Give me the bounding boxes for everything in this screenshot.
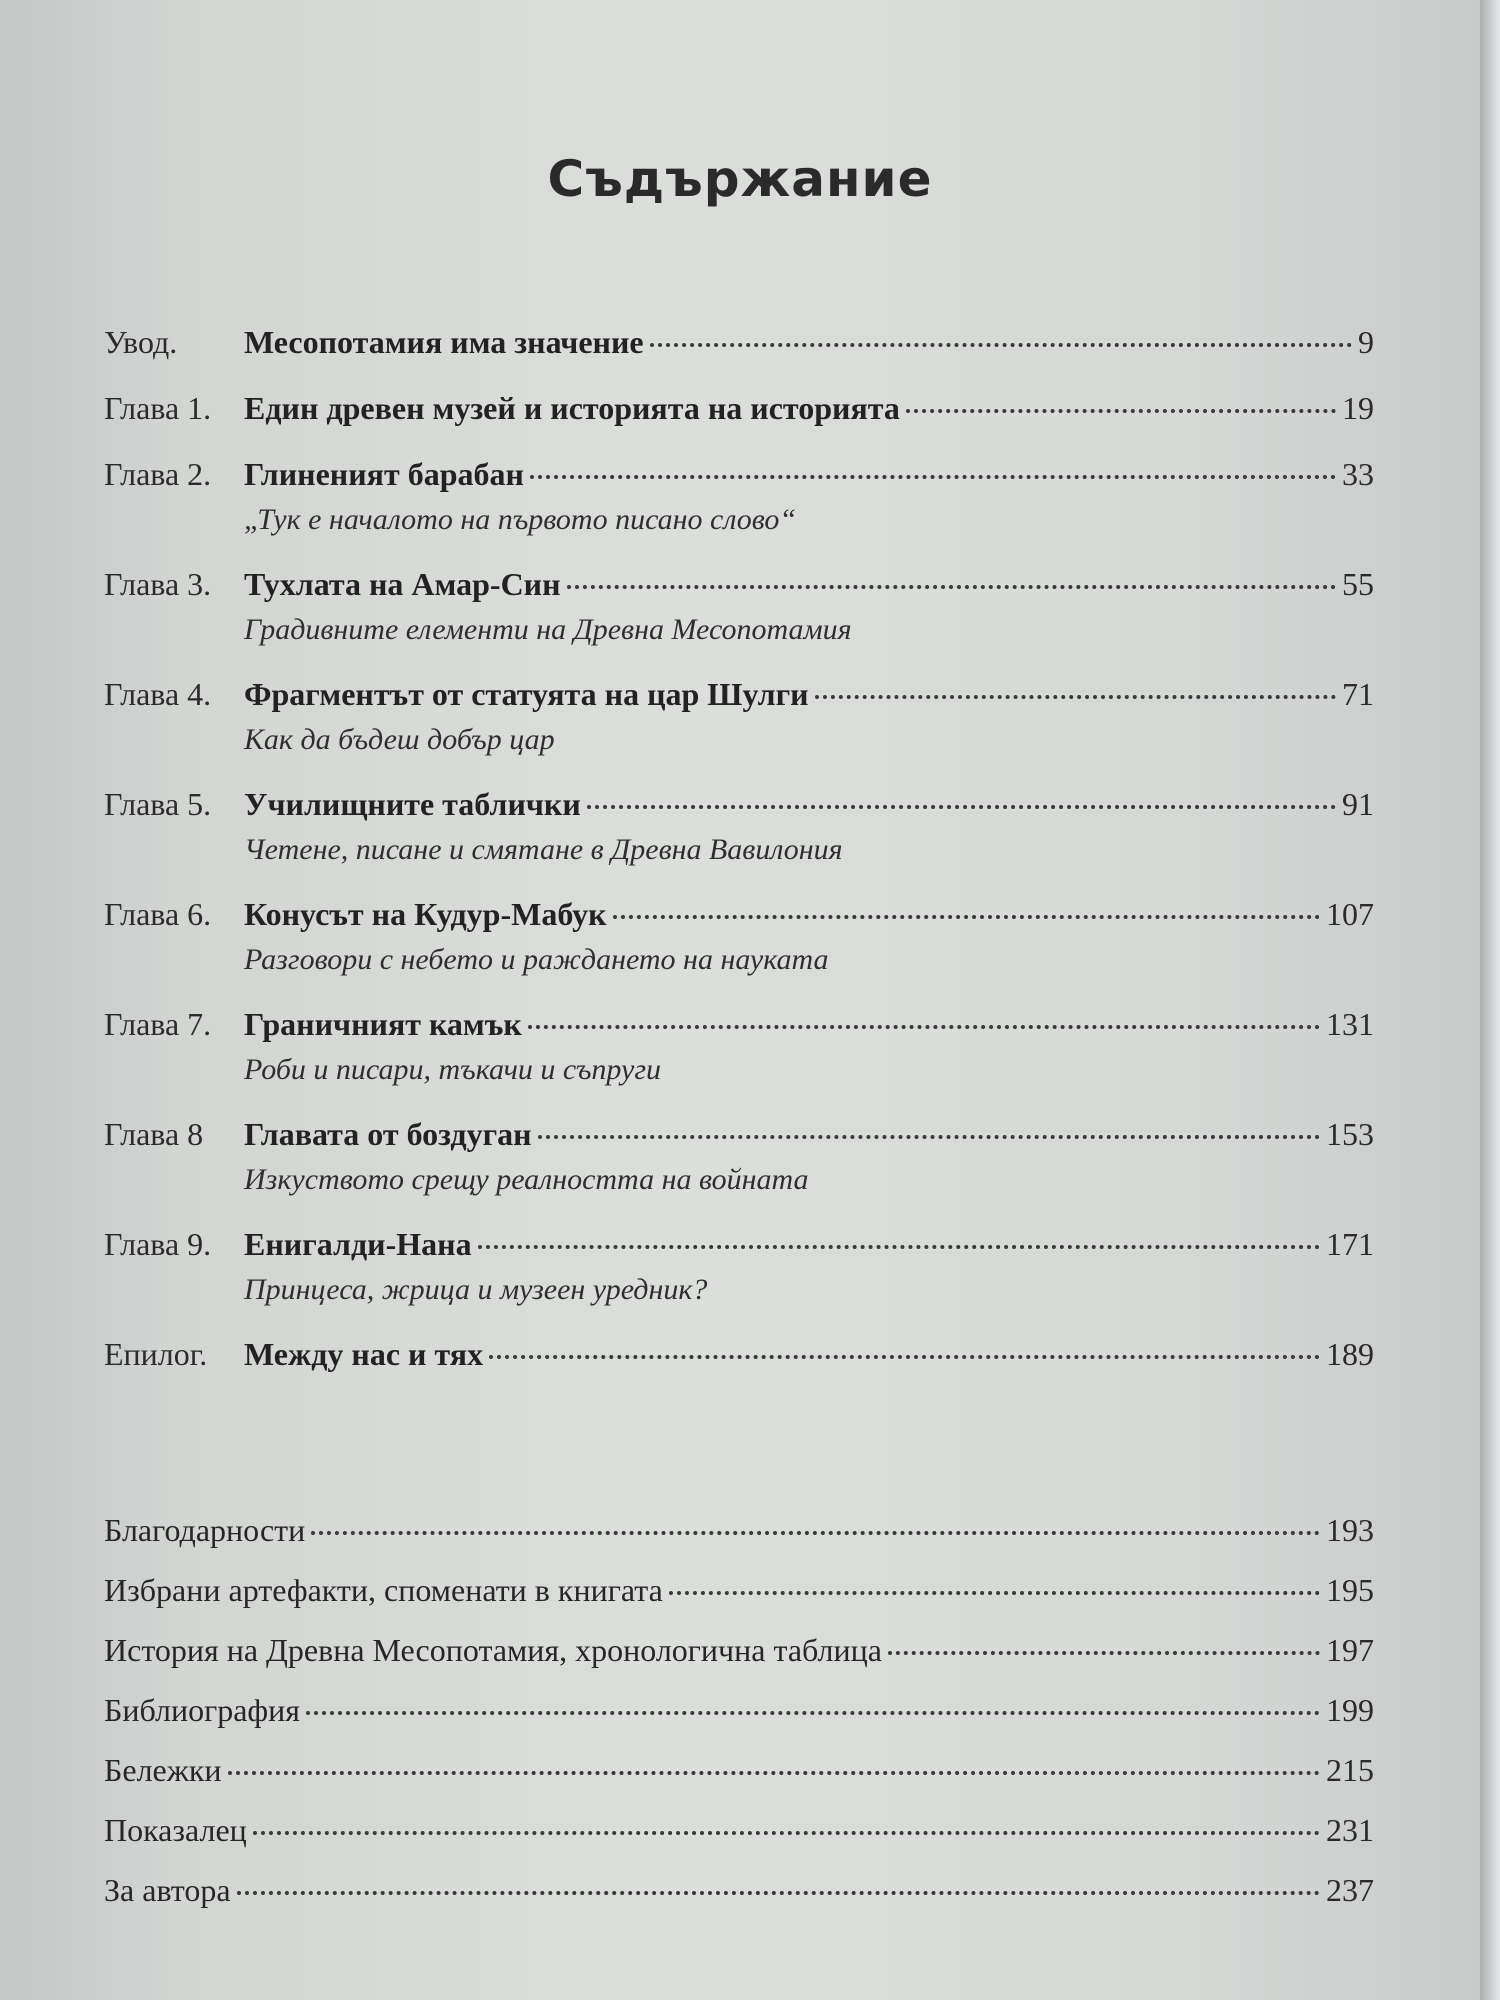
back-matter-page-number: 237 (1326, 1872, 1374, 1908)
toc-entry (104, 384, 1374, 432)
entry-subtitle: Роби и писари, тъкачи и съпруги (244, 1053, 662, 1086)
toc-row (104, 1110, 1374, 1158)
entry-page-number: 171 (1326, 1226, 1374, 1262)
back-matter-title: История на Древна Месопотамия, хронологична таблица (104, 1632, 882, 1668)
back-matter-entry (104, 1500, 1374, 1560)
back-matter-entry (104, 1620, 1374, 1680)
entry-page-number: 91 (1342, 786, 1374, 822)
toc-entry (104, 1000, 1374, 1092)
entry-page-number: 153 (1326, 1116, 1374, 1152)
entry-page-number: 19 (1342, 390, 1374, 426)
back-matter-list (104, 1500, 1374, 1920)
toc-entry (104, 318, 1374, 366)
page-edge (1480, 0, 1500, 2000)
dot-leader (253, 1831, 1320, 1835)
entry-label: Глава 9. (104, 1226, 212, 1262)
entry-label: Глава 2. (104, 456, 212, 492)
back-matter-entry (104, 1860, 1374, 1920)
toc-row (104, 890, 1374, 938)
entry-label: Глава 6. (104, 896, 212, 932)
entry-subtitle: Градивните елементи на Древна Месопотамия (244, 613, 852, 646)
chapter-list (104, 318, 1374, 1396)
entry-title: Между нас и тях (244, 1336, 484, 1372)
dot-leader (311, 1531, 1320, 1535)
back-matter-page-number: 231 (1326, 1812, 1374, 1848)
toc-entry (104, 1330, 1374, 1378)
dot-leader (587, 805, 1336, 809)
back-matter-page-number: 193 (1326, 1512, 1374, 1548)
toc-entry (104, 1110, 1374, 1202)
entry-title: Конусът на Кудур-Мабук (244, 896, 607, 932)
toc-row (104, 318, 1374, 366)
entry-page-number: 71 (1342, 676, 1374, 712)
toc-entry (104, 450, 1374, 542)
entry-subtitle: Разговори с небето и раждането на науката (244, 943, 829, 976)
entry-page-number: 107 (1326, 896, 1374, 932)
dot-leader (528, 1025, 1320, 1029)
back-matter-entry (104, 1800, 1374, 1860)
back-matter-entry (104, 1740, 1374, 1800)
toc-title: Съдържание (547, 150, 933, 208)
entry-title: Тухлата на Амар-Син (244, 566, 561, 602)
toc-entry (104, 560, 1374, 652)
entry-title: Училищните таблички (244, 786, 581, 822)
entry-title: Главата от боздуган (244, 1116, 532, 1152)
back-matter-title: Библиография (104, 1692, 300, 1728)
toc-row (104, 1220, 1374, 1268)
dot-leader (906, 409, 1336, 413)
dot-leader (567, 585, 1336, 589)
toc-row (104, 670, 1374, 718)
toc-row (104, 780, 1374, 828)
toc-entry (104, 890, 1374, 982)
dot-leader (613, 915, 1320, 919)
dot-leader (815, 695, 1336, 699)
toc-row (104, 384, 1374, 432)
entry-page-number: 33 (1342, 456, 1374, 492)
toc-row (104, 560, 1374, 608)
entry-label: Глава 7. (104, 1006, 212, 1042)
toc-row (104, 1000, 1374, 1048)
toc-row (104, 450, 1374, 498)
entry-subtitle: Как да бъдеш добър цар (244, 723, 555, 756)
entry-label: Глава 1. (104, 390, 212, 426)
toc-entry (104, 670, 1374, 762)
entry-title: Месопотамия има значение (244, 324, 644, 360)
dot-leader (888, 1651, 1320, 1655)
entry-label: Глава 5. (104, 786, 212, 822)
back-matter-page-number: 197 (1326, 1632, 1374, 1668)
toc-entry (104, 780, 1374, 872)
back-matter-title: За автора (104, 1872, 231, 1908)
entry-subtitle: Четене, писане и смятане в Древна Вавилония (244, 833, 843, 866)
entry-label: Увод. (104, 324, 178, 360)
dot-leader (650, 343, 1352, 347)
entry-page-number: 131 (1326, 1006, 1374, 1042)
entry-title: Граничният камък (244, 1006, 522, 1042)
back-matter-page-number: 215 (1326, 1752, 1374, 1788)
entry-page-number: 9 (1358, 324, 1374, 360)
entry-label: Глава 4. (104, 676, 212, 712)
back-matter-page-number: 199 (1326, 1692, 1374, 1728)
dot-leader (530, 475, 1336, 479)
back-matter-title: Благодарности (104, 1512, 306, 1548)
dot-leader (237, 1891, 1320, 1895)
entry-label: Глава 3. (104, 566, 212, 602)
entry-title: Един древен музей и историята на историята (244, 390, 900, 426)
back-matter-page-number: 195 (1326, 1572, 1374, 1608)
entry-title: Енигалди-Нана (244, 1226, 472, 1262)
dot-leader (669, 1591, 1320, 1595)
back-matter-title: Показалец (104, 1812, 247, 1848)
entry-subtitle: Изкуството срещу реалността на войната (244, 1163, 809, 1196)
dot-leader (489, 1355, 1320, 1359)
dot-leader (228, 1771, 1320, 1775)
entry-title: Фрагментът от статуята на цар Шулги (244, 676, 809, 712)
toc-row (104, 1330, 1374, 1378)
dot-leader (306, 1711, 1320, 1715)
dot-leader (478, 1245, 1320, 1249)
entry-subtitle: Принцеса, жрица и музеен уредник? (244, 1273, 708, 1306)
dot-leader (538, 1135, 1320, 1139)
entry-title: Глиненият барабан (244, 456, 524, 492)
entry-page-number: 55 (1342, 566, 1374, 602)
entry-subtitle: „Тук е началото на първото писано слово“ (244, 503, 797, 536)
back-matter-entry (104, 1560, 1374, 1620)
back-matter-title: Избрани артефакти, споменати в книгата (104, 1572, 663, 1608)
back-matter-entry (104, 1680, 1374, 1740)
toc-entry (104, 1220, 1374, 1312)
entry-page-number: 189 (1326, 1336, 1374, 1372)
entry-label: Епилог. (104, 1336, 208, 1372)
entry-label: Глава 8 (104, 1116, 204, 1152)
back-matter-title: Бележки (104, 1752, 222, 1788)
